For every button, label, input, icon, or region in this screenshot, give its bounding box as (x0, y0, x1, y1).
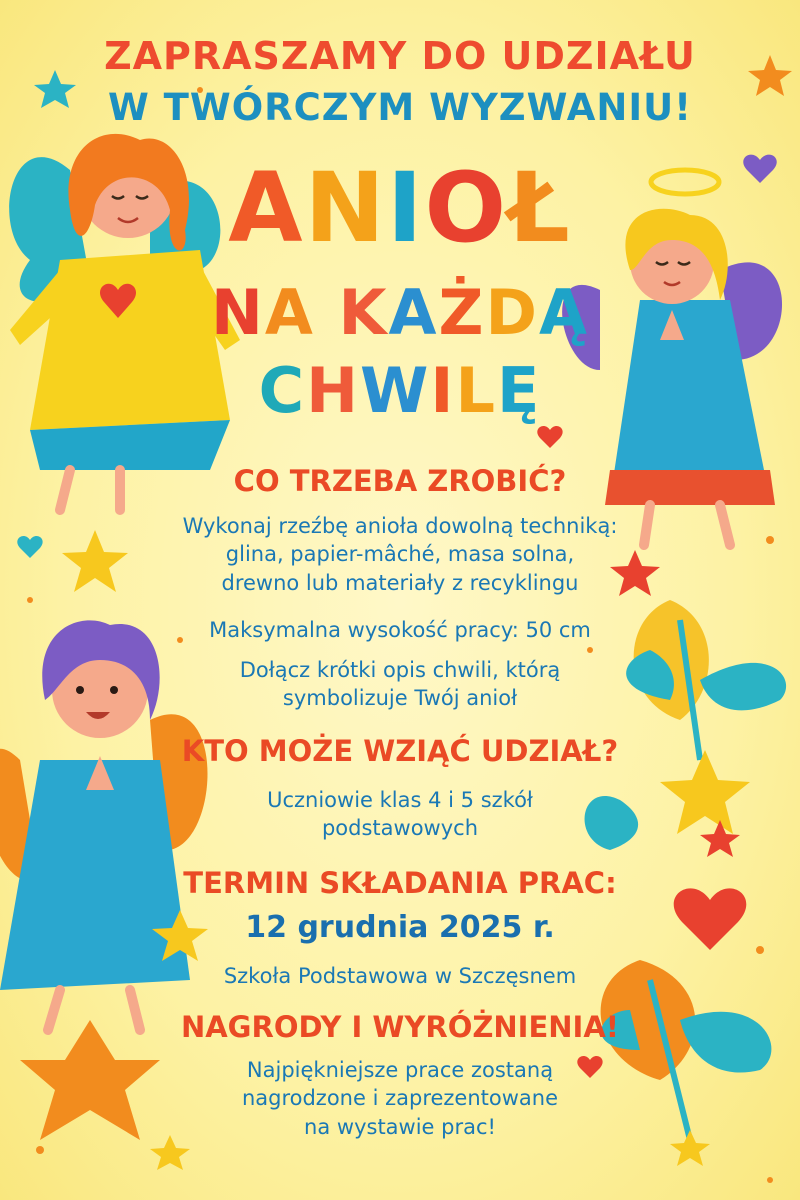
title-letter: I (386, 152, 425, 264)
what-line-1: Wykonaj rzeźbę anioła dowolną techniką: (182, 514, 618, 538)
title-word-3 (0, 354, 800, 427)
title-word-1 (0, 152, 800, 264)
invite-line-2: W TWÓRCZYM WYZWANIU! (107, 86, 693, 129)
invite-line-1: ZAPRASZAMY DO UDZIAŁU (104, 34, 696, 78)
heart-icon (537, 426, 562, 448)
desc-line-1: Dołącz krótki opis chwili, którą (239, 658, 561, 682)
who-line-2: podstawowych (321, 816, 479, 841)
title-letter: C (258, 354, 307, 427)
section-who-heading: KTO MOŻE WZIĄĆ UDZIAŁ? (181, 734, 619, 768)
what-line-3: drewno lub materiały z recyklingu (221, 570, 579, 595)
title-letter: I (430, 354, 456, 427)
title-letter: Ł (508, 152, 572, 264)
deadline-date: 12 grudnia 2025 r. (245, 910, 555, 945)
title-letter: A (228, 152, 305, 264)
title-letter: Ż (438, 276, 486, 349)
what-line-2: glina, papier-mâché, masa solna, (225, 542, 575, 567)
title-word-2 (0, 276, 800, 349)
section-prizes-body (0, 1056, 800, 1141)
deadline-place: Szkoła Podstawowa w Szczęsnem (223, 964, 577, 988)
title-letter: H (306, 354, 361, 427)
title-letter: N (304, 152, 387, 264)
section-prizes-heading: NAGRODY I WYRÓŻNIENIA! (180, 1010, 620, 1044)
max-height-text: Maksymalna wysokość pracy: 50 cm (209, 618, 591, 642)
title-letter: W (360, 354, 431, 427)
title-letter: A (388, 276, 439, 349)
title-letter: O (424, 152, 509, 264)
title-letter: L (455, 354, 498, 427)
title-letter: Ę (497, 354, 542, 427)
title-letter: N (211, 276, 265, 349)
prizes-line-3: na wystawie prac! (304, 1114, 496, 1139)
section-who-body (0, 786, 800, 843)
title-letter: D (485, 276, 539, 349)
title-letter: Ą (538, 276, 589, 349)
section-deadline-heading: TERMIN SKŁADANIA PRAC: (183, 866, 617, 900)
section-what-heading: CO TRZEBA ZROBIĆ? (233, 464, 567, 498)
prizes-line-1: Najpiękniejsze prace zostaną (246, 1058, 554, 1082)
desc-line-2: symbolizuje Twój anioł (282, 686, 518, 711)
title-letter: K (338, 276, 389, 349)
prizes-line-2: nagrodzone i zaprezentowane (241, 1086, 559, 1111)
title-letter: A (264, 276, 315, 349)
description-text (0, 656, 800, 713)
who-line-1: Uczniowie klas 4 i 5 szkół (267, 788, 533, 812)
section-what-body (0, 512, 800, 597)
title-letter (315, 276, 339, 349)
